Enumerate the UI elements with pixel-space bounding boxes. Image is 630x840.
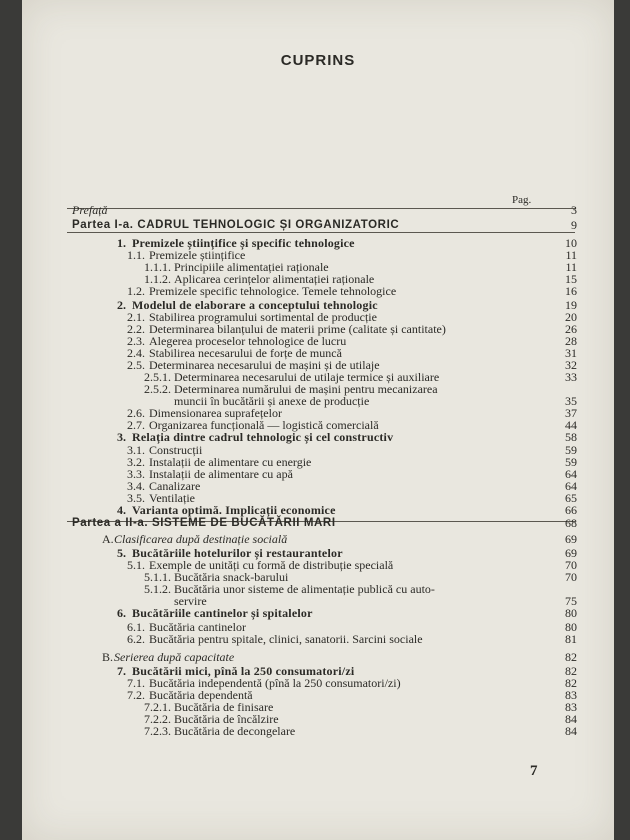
divider-part-1 (67, 232, 575, 233)
toc-entry-title: Modelul de elaborare a conceptului tehnologic (132, 298, 378, 312)
divider-top (67, 208, 575, 209)
toc-entry-page: 75 (565, 594, 577, 608)
toc-entry-page: 59 (565, 443, 577, 457)
toc-entry-number: 1.1.2. (144, 272, 171, 286)
toc-entry-title: Organizarea funcțională — logistică comercială (149, 418, 379, 432)
toc-entry-number: 2.5.2. (144, 382, 171, 396)
toc-entry-page: 69 (565, 546, 577, 560)
toc-entry-page: 58 (565, 430, 577, 444)
toc-entry-number: 3. (117, 430, 126, 444)
toc-entry-title: Instalații de alimentare cu energie (149, 455, 312, 469)
toc-entry-title: Ventilație (149, 491, 195, 505)
toc-entry-title: servire (174, 594, 207, 608)
toc-entry-page: 83 (565, 700, 577, 714)
toc-entry-number: 2. (117, 298, 126, 312)
toc-entry-number: A. (102, 532, 114, 546)
toc-entry-page: 3 (571, 203, 577, 217)
toc-entry-title: Premizele științifice și specific tehnologice (132, 236, 355, 250)
toc-entry-page: 68 (565, 516, 577, 530)
toc-entry-page: 32 (565, 358, 577, 372)
toc-entry-number: 6. (117, 606, 126, 620)
toc-entry-page: 83 (565, 688, 577, 702)
toc-entry-page: 10 (565, 236, 577, 250)
toc-entry-title: Determinarea numărului de mașini pentru mecanizarea (174, 382, 438, 396)
toc-entry-page: 11 (565, 260, 577, 274)
toc-entry-number: 1.2. (127, 284, 145, 298)
toc-entry-number: 2.5.1. (144, 370, 171, 384)
page-title: CUPRINS (280, 52, 356, 69)
book-page (22, 0, 614, 840)
toc-entry-page: 44 (565, 418, 577, 432)
toc-entry-title: Bucătăria independentă (pînă la 250 consumatori/zi) (149, 676, 401, 690)
toc-entry-page: 82 (565, 664, 577, 678)
toc-entry-number: 3.1. (127, 443, 145, 457)
toc-entry-number: 7.2.3. (144, 724, 171, 738)
toc-entry-number: 7.2.1. (144, 700, 171, 714)
toc-entry-number: 5.1. (127, 558, 145, 572)
toc-entry-page: 16 (565, 284, 577, 298)
toc-entry-number: B. (102, 650, 114, 664)
toc-entry-number: 2.4. (127, 346, 145, 360)
toc-entry-number: 3.2. (127, 455, 145, 469)
toc-entry-title: Bucătăriile hotelurilor și restaurantelor (132, 546, 343, 560)
toc-entry-title: Determinarea bilanțului de materii prime (calitate și cantitate) (149, 322, 446, 336)
toc-entry-page: 65 (565, 491, 577, 505)
toc-entry-title: Bucătăriile cantinelor și spitalelor (132, 606, 313, 620)
toc-entry-title: Principiile alimentației raționale (174, 260, 329, 274)
toc-entry-page: 80 (565, 606, 577, 620)
toc-entry-title: Determinarea necesarului de mașini și de utilaje (149, 358, 380, 372)
toc-entry-number: 6.2. (127, 632, 145, 646)
toc-entry-page: 59 (565, 455, 577, 469)
toc-entry-number: 7.1. (127, 676, 145, 690)
toc-entry-page: 70 (565, 570, 577, 584)
toc-entry-number: 2.2. (127, 322, 145, 336)
toc-entry-title: Bucătăria snack-barului (174, 570, 289, 584)
toc-entry-title: Stabilirea programului sortimental de producție (149, 310, 377, 324)
toc-entry-number: 5. (117, 546, 126, 560)
toc-entry-page: 64 (565, 479, 577, 493)
toc-entry-title: muncii în bucătării și anexe de producție (174, 394, 370, 408)
toc-entry-page: 26 (565, 322, 577, 336)
toc-entry-number: 5.1.2. (144, 582, 171, 596)
toc-entry-number: 1.1. (127, 248, 145, 262)
toc-entry-page: 84 (565, 712, 577, 726)
toc-entry-title: Clasificarea după destinație socială (114, 532, 288, 546)
toc-entry-title: Premizele specific tehnologice. Temele tehnologice (149, 284, 397, 298)
toc-entry-number: 5.1.1. (144, 570, 171, 584)
toc-entry-number: 6.1. (127, 620, 145, 634)
toc-entry-number: 2.1. (127, 310, 145, 324)
toc-entry-title: Alegerea proceselor tehnologice de lucru (149, 334, 347, 348)
toc-entry-page: 69 (565, 532, 577, 546)
toc-entry-page: 81 (565, 632, 577, 646)
toc-entry-page: 66 (565, 503, 577, 517)
toc-entry-number: 7.2. (127, 688, 145, 702)
toc-entry-title: Bucătăria de finisare (174, 700, 274, 714)
toc-entry-title: Varianta optimă. Implicații economice (132, 503, 336, 517)
toc-entry-title: Exemple de unități cu formă de distribuție specială (149, 558, 394, 572)
toc-entry-page: 80 (565, 620, 577, 634)
toc-entry-title: Prefață (72, 203, 108, 217)
toc-entry-title: Canalizare (149, 479, 201, 493)
toc-entry-number: 3.4. (127, 479, 145, 493)
toc-entry-title: Bucătăria dependentă (149, 688, 253, 702)
toc-entry-page: 35 (565, 394, 577, 408)
toc-entry-number: 2.5. (127, 358, 145, 372)
toc-entry-number: 3.5. (127, 491, 145, 505)
toc-entry-number: 7. (117, 664, 126, 678)
toc-entry-page: 31 (565, 346, 577, 360)
toc-entry-title: Bucătăria pentru spitale, clinici, sanatorii. Sarcini sociale (149, 632, 423, 646)
toc-entry-page: 33 (565, 370, 577, 384)
toc-entry-page: 20 (565, 310, 577, 324)
toc-entry-title: Aplicarea cerințelor alimentației raționale (174, 272, 375, 286)
toc-entry-page: 15 (565, 272, 577, 286)
toc-entry-number: 2.7. (127, 418, 145, 432)
toc-entry-number: 4. (117, 503, 126, 517)
toc-entry-page: 70 (565, 558, 577, 572)
toc-entry-title: Bucătăria de încălzire (174, 712, 279, 726)
toc-entry-title: Bucătăria de decongelare (174, 724, 296, 738)
toc-entry-title: Premizele științifice (149, 248, 246, 262)
toc-entry-page: 19 (565, 298, 577, 312)
toc-entry-page: 28 (565, 334, 577, 348)
toc-entry-page: 9 (571, 218, 577, 232)
toc-entry-page: 82 (565, 650, 577, 664)
toc-entry-page: 64 (565, 467, 577, 481)
toc-entry-number: 1.1.1. (144, 260, 171, 274)
toc-entry-page: 82 (565, 676, 577, 690)
toc-entry-number: 3.3. (127, 467, 145, 481)
toc-entry-title: Relația dintre cadrul tehnologic și cel constructiv (132, 430, 394, 444)
toc-entry-title: Stabilirea necesarului de forțe de muncă (149, 346, 342, 360)
page-number: 7 (530, 763, 538, 779)
toc-entry-number: 2.3. (127, 334, 145, 348)
toc-entry-title: Construcții (149, 443, 203, 457)
toc-part-heading: Partea I-a. CADRUL TEHNOLOGIC ȘI ORGANIZATORIC (72, 219, 400, 231)
toc-entry-title: Dimensionarea suprafețelor (149, 406, 282, 420)
toc-entry-title: Bucătării mici, pînă la 250 consumatori/zi (132, 664, 355, 678)
toc-entry-number: 2.6. (127, 406, 145, 420)
toc-entry-title: Instalații de alimentare cu apă (149, 467, 293, 481)
toc-entry-number: 7.2.2. (144, 712, 171, 726)
toc-entry-page: 37 (565, 406, 577, 420)
toc-entry-title: Determinarea necesarului de utilaje termice și auxiliare (174, 370, 440, 384)
toc-part-heading: Partea a II-a. SISTEME DE BUCĂTĂRII MARI (72, 517, 336, 529)
toc-entry-page: 11 (565, 248, 577, 262)
toc-entry-title: Bucătăria cantinelor (149, 620, 246, 634)
toc-entry-page: 84 (565, 724, 577, 738)
toc-entry-title: Bucătăria unor sisteme de alimentație publică cu auto- (174, 582, 435, 596)
page-column-label: Pag. (512, 194, 532, 206)
toc-entry-number: 1. (117, 236, 126, 250)
toc-entry-title: Serierea după capacitate (114, 650, 235, 664)
